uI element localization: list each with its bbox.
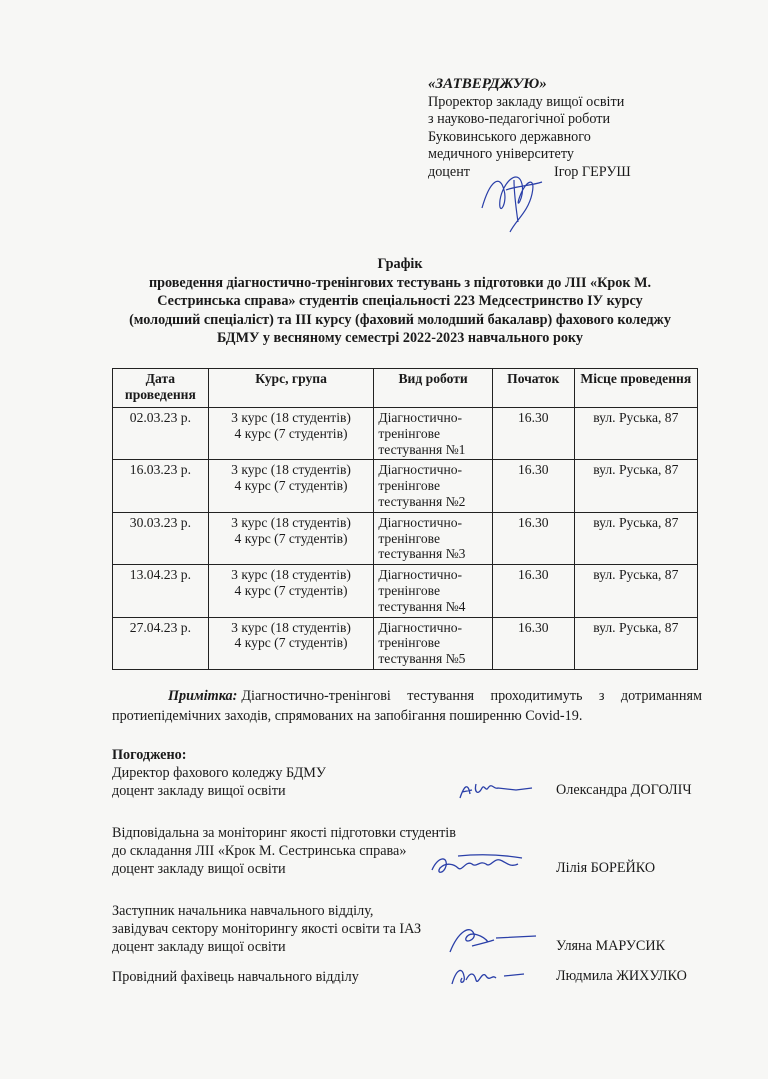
approval-line: Проректор закладу вищої освіти bbox=[428, 93, 625, 110]
signer-block bbox=[112, 824, 456, 878]
rector-signature bbox=[470, 160, 560, 238]
cell-place: вул. Руська, 87 bbox=[574, 408, 697, 460]
course-line: 3 курс (18 студентів) bbox=[231, 410, 351, 425]
signer-block bbox=[112, 968, 359, 986]
note-label: Примітка: bbox=[168, 688, 238, 704]
cell-work: Діагностично-тренінгове тестування №3 bbox=[374, 512, 493, 564]
cell-place: вул. Руська, 87 bbox=[574, 617, 697, 669]
cell-place: вул. Руська, 87 bbox=[574, 512, 697, 564]
signer-name: Уляна МАРУСИК bbox=[556, 938, 666, 954]
signer-line: Заступник начальника навчального відділу, bbox=[112, 903, 374, 919]
course-line: 4 курс (7 студентів) bbox=[234, 478, 348, 494]
cell-date: 30.03.23 р. bbox=[113, 512, 209, 564]
title-main: Графік bbox=[377, 256, 423, 272]
title-line: БДМУ у весняному семестрі 2022-2023 навчального року bbox=[216, 330, 584, 346]
document-title bbox=[100, 255, 700, 348]
column-header-place: Місце проведення bbox=[574, 369, 697, 408]
note-paragraph bbox=[112, 686, 702, 726]
signature-boreiko bbox=[428, 850, 528, 884]
agreed-heading-block bbox=[112, 746, 186, 764]
cell-place: вул. Руська, 87 bbox=[574, 565, 697, 617]
approval-line: медичного університету bbox=[428, 146, 574, 162]
cell-work: Діагностично-тренінгове тестування №4 bbox=[374, 565, 493, 617]
cell-place: вул. Руська, 87 bbox=[574, 460, 697, 512]
cell-date: 02.03.23 р. bbox=[113, 408, 209, 460]
course-line: 4 курс (7 студентів) bbox=[234, 635, 348, 651]
table-row bbox=[113, 460, 698, 512]
course-line: 4 курс (7 студентів) bbox=[234, 582, 348, 598]
title-line: проведення діагностично-тренінгових тестувань з підготовки до ЛІІ «Крок М. bbox=[148, 274, 652, 291]
signer-block bbox=[112, 902, 421, 956]
cell-start: 16.30 bbox=[492, 460, 574, 512]
cell-start: 16.30 bbox=[492, 512, 574, 564]
table-row bbox=[113, 617, 698, 669]
course-line: 3 курс (18 студентів) bbox=[231, 567, 351, 583]
column-header-work: Вид роботи bbox=[374, 369, 493, 408]
cell-course bbox=[208, 617, 374, 669]
cell-course bbox=[208, 512, 374, 564]
signer-line: Провідний фахівець навчального відділу bbox=[112, 969, 359, 985]
approval-line: з науково-педагогічної роботи bbox=[428, 111, 611, 127]
signer-line: доцент закладу вищої освіти bbox=[112, 861, 286, 877]
title-line: Сестринська справа» студентів спеціальності 223 Медсестринство ІУ курсу bbox=[157, 293, 643, 309]
title-line: (молодший спеціаліст) та ІІІ курсу (фаховий молодший бакалавр) фахового коледжу bbox=[129, 311, 671, 328]
table-row bbox=[113, 408, 698, 460]
approval-heading: «ЗАТВЕРДЖУЮ» bbox=[428, 76, 547, 92]
signer-line: Відповідальна за моніторинг якості підготовки студентів bbox=[112, 825, 456, 841]
column-header-start: Початок bbox=[492, 369, 574, 408]
signer-name: Олександра ДОГОЛІЧ bbox=[556, 782, 692, 798]
course-line: 4 курс (7 студентів) bbox=[234, 530, 348, 546]
cell-date: 13.04.23 р. bbox=[113, 565, 209, 617]
table-row bbox=[113, 565, 698, 617]
approval-position: доцент bbox=[428, 163, 470, 180]
table-header-row bbox=[113, 369, 698, 408]
course-line: 3 курс (18 студентів) bbox=[231, 462, 351, 478]
signer-name: Людмила ЖИХУЛКО bbox=[556, 968, 687, 984]
cell-work: Діагностично-тренінгове тестування №5 bbox=[374, 617, 493, 669]
course-line: 3 курс (18 студентів) bbox=[231, 514, 351, 530]
signer-name: Лілія БОРЕЙКО bbox=[556, 860, 656, 876]
note-text: Діагностично-тренінгові тестування проходитимуть з дотриманням протиепідемічних заходів, спрямованих на запобігання поширенню Covid-19. bbox=[112, 688, 702, 724]
column-header-date: Дата проведення bbox=[113, 369, 209, 408]
signer-line: Директор фахового коледжу БДМУ bbox=[112, 765, 326, 781]
table-row bbox=[113, 512, 698, 564]
signature-zhykhulko bbox=[448, 960, 528, 990]
signer-line: доцент закладу вищої освіти bbox=[112, 783, 286, 799]
signature-marusyk bbox=[444, 922, 540, 958]
cell-start: 16.30 bbox=[492, 617, 574, 669]
cell-work: Діагностично-тренінгове тестування №1 bbox=[374, 408, 493, 460]
approval-line: Буковинського державного bbox=[428, 128, 591, 145]
signer-line: доцент закладу вищої освіти bbox=[112, 939, 286, 955]
column-header-course: Курс, група bbox=[208, 369, 374, 408]
cell-work: Діагностично-тренінгове тестування №2 bbox=[374, 460, 493, 512]
signature-doholich bbox=[456, 778, 536, 804]
agreed-heading: Погоджено: bbox=[112, 747, 187, 763]
course-line: 4 курс (7 студентів) bbox=[234, 425, 348, 441]
cell-course bbox=[208, 460, 374, 512]
signer-line: до складання ЛІІ «Крок М. Сестринська справа» bbox=[112, 843, 407, 859]
schedule-table bbox=[112, 368, 698, 670]
signer-line: завідувач сектору моніторингу якості освіти та ІАЗ bbox=[112, 921, 422, 937]
cell-start: 16.30 bbox=[492, 565, 574, 617]
signer-block bbox=[112, 764, 326, 800]
cell-date: 27.04.23 р. bbox=[113, 617, 209, 669]
cell-course bbox=[208, 408, 374, 460]
cell-start: 16.30 bbox=[492, 408, 574, 460]
approval-name: Ігор ГЕРУШ bbox=[554, 163, 631, 180]
course-line: 3 курс (18 студентів) bbox=[231, 619, 351, 635]
cell-date: 16.03.23 р. bbox=[113, 460, 209, 512]
cell-course bbox=[208, 565, 374, 617]
